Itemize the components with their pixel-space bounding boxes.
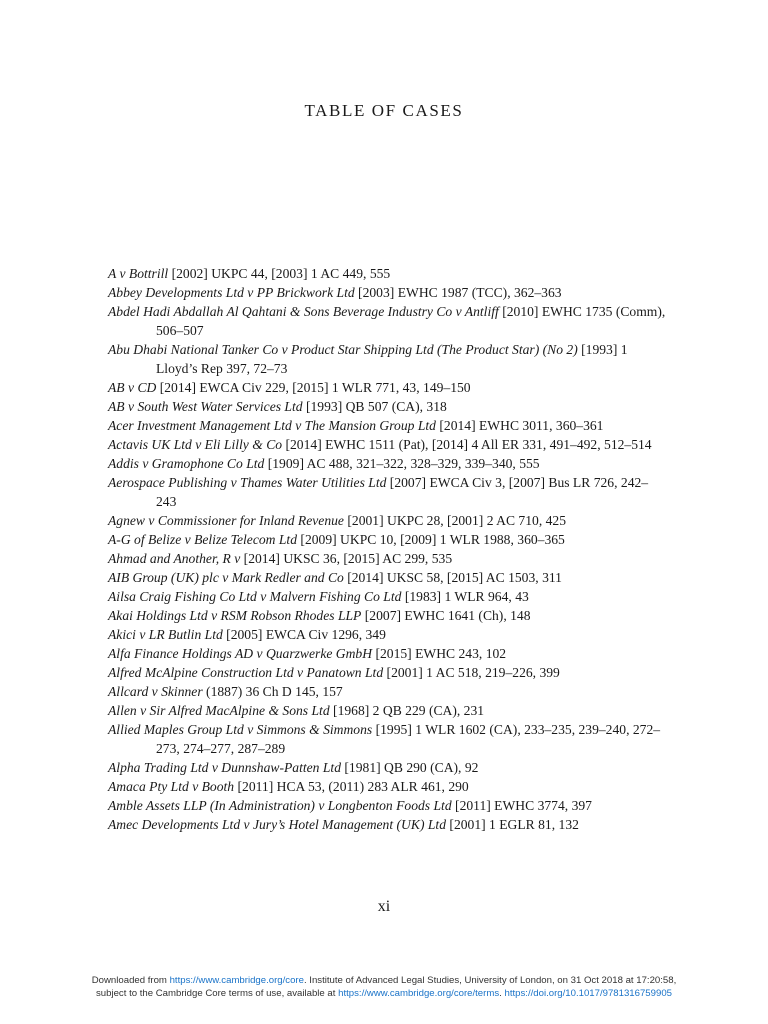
case-entry xyxy=(108,416,668,435)
case-citation: [2002] UKPC 44, [2003] 1 AC 449, 555 xyxy=(168,266,391,281)
case-name: A v Bottrill xyxy=(108,266,169,281)
case-entry xyxy=(108,758,668,777)
case-entry xyxy=(108,435,668,454)
case-citation: [2014] EWHC 1511 (Pat), [2014] 4 All ER 331, 491–492, 512–514 xyxy=(282,437,652,452)
case-citation: [2014] EWHC 3011, 360–361 xyxy=(435,418,604,433)
case-citation: [2001] 1 EGLR 81, 132 xyxy=(446,817,579,832)
case-citation: [2001] 1 AC 518, 219–226, 399 xyxy=(383,665,560,680)
case-citation: [2009] UKPC 10, [2009] 1 WLR 1988, 360–365 xyxy=(297,532,565,547)
case-entry xyxy=(108,397,668,416)
case-citation: [2007] EWHC 1641 (Ch), 148 xyxy=(361,608,531,623)
case-name: Actavis UK Ltd v Eli Lilly & Co xyxy=(108,437,283,452)
case-name: Amaca Pty Ltd v Booth xyxy=(108,779,235,794)
terms-link[interactable]: https://www.cambridge.org/core/terms xyxy=(338,988,500,999)
case-citation: [2010] EWHC 1735 (Comm), 506–507 xyxy=(156,304,666,338)
case-name: Abdel Hadi Abdallah Al Qahtani & Sons Beverage Industry Co v Antliff xyxy=(108,304,499,319)
footer-text: . xyxy=(499,988,505,999)
case-name: Aerospace Publishing v Thames Water Utilities Ltd xyxy=(108,475,387,490)
case-name: Abu Dhabi National Tanker Co v Product Star Shipping Ltd (The Product Star) (No 2) xyxy=(108,342,578,357)
page-title: TABLE OF CASES xyxy=(304,101,464,120)
case-entry xyxy=(108,530,668,549)
case-citation: [2014] UKSC 58, [2015] AC 1503, 311 xyxy=(343,570,562,585)
case-citation: [2011] EWHC 3774, 397 xyxy=(451,798,592,813)
case-name: Acer Investment Management Ltd v The Mansion Group Ltd xyxy=(108,418,436,433)
case-name: Akici v LR Butlin Ltd xyxy=(108,627,223,642)
case-citation: [1981] QB 290 (CA), 92 xyxy=(341,760,479,775)
case-entry xyxy=(108,264,668,283)
case-entry xyxy=(108,378,668,397)
case-citation: [1968] 2 QB 229 (CA), 231 xyxy=(329,703,485,718)
case-entry xyxy=(108,777,668,796)
case-entry xyxy=(108,587,668,606)
footer-text: . Institute of Advanced Legal Studies, University of London, on 31 Oct 2018 at 17:20:58, xyxy=(303,975,677,986)
case-citation: [2005] EWCA Civ 1296, 349 xyxy=(222,627,386,642)
case-name: Alfred McAlpine Construction Ltd v Panatown Ltd xyxy=(108,665,384,680)
case-entry xyxy=(108,663,668,682)
case-entry xyxy=(108,606,668,625)
case-name: Amble Assets LLP (In Administration) v Longbenton Foods Ltd xyxy=(108,798,452,813)
case-entry xyxy=(108,644,668,663)
case-name: Addis v Gramophone Co Ltd xyxy=(108,456,265,471)
case-citation: [2014] UKSC 36, [2015] AC 299, 535 xyxy=(240,551,453,566)
case-name: AB v CD xyxy=(108,380,157,395)
case-name: AIB Group (UK) plc v Mark Redler and Co xyxy=(108,570,344,585)
case-entry xyxy=(108,549,668,568)
case-citation: [2001] UKPC 28, [2001] 2 AC 710, 425 xyxy=(343,513,567,528)
case-citation: [2011] HCA 53, (2011) 283 ALR 461, 290 xyxy=(234,779,469,794)
case-name: Alpha Trading Ltd v Dunnshaw-Patten Ltd xyxy=(108,760,341,775)
case-name: Ahmad and Another, R v xyxy=(108,551,241,566)
case-citation: [2015] EWHC 243, 102 xyxy=(372,646,507,661)
case-citation: [2014] EWCA Civ 229, [2015] 1 WLR 771, 43, 149–150 xyxy=(156,380,471,395)
case-name: Alfa Finance Holdings AD v Quarzwerke GmbH xyxy=(108,646,373,661)
case-citation: [1983] 1 WLR 964, 43 xyxy=(401,589,529,604)
case-citation: [2003] EWHC 1987 (TCC), 362–363 xyxy=(354,285,562,300)
download-footer xyxy=(0,974,768,1000)
case-name: Agnew v Commissioner for Inland Revenue xyxy=(108,513,344,528)
case-name: Allen v Sir Alfred MacAlpine & Sons Ltd xyxy=(108,703,330,718)
footer-text: subject to the Cambridge Core terms of use, available at xyxy=(96,988,339,999)
case-entry xyxy=(108,701,668,720)
case-list xyxy=(108,264,668,834)
case-entry xyxy=(108,511,668,530)
case-name: Amec Developments Ltd v Jury’s Hotel Management (UK) Ltd xyxy=(108,817,447,832)
case-entry xyxy=(108,568,668,587)
footer-text: Downloaded from xyxy=(91,975,170,986)
case-citation: [2007] EWCA Civ 3, [2007] Bus LR 726, 242–243 xyxy=(156,475,649,509)
case-entry xyxy=(108,815,668,834)
page-number: xi xyxy=(377,898,391,915)
case-citation: [1993] QB 507 (CA), 318 xyxy=(302,399,447,414)
case-name: Akai Holdings Ltd v RSM Robson Rhodes LLP xyxy=(108,608,362,623)
case-citation: [1909] AC 488, 321–322, 328–329, 339–340, 555 xyxy=(264,456,540,471)
case-name: Abbey Developments Ltd v PP Brickwork Ltd xyxy=(108,285,355,300)
case-entry xyxy=(108,720,668,758)
case-entry xyxy=(108,340,668,378)
case-citation: [1993] 1 Lloyd’s Rep 397, 72–73 xyxy=(156,342,628,376)
case-name: A-G of Belize v Belize Telecom Ltd xyxy=(108,532,298,547)
case-citation: (1887) 36 Ch D 145, 157 xyxy=(202,684,343,699)
case-entry xyxy=(108,302,668,340)
case-entry xyxy=(108,283,668,302)
case-entry xyxy=(108,796,668,815)
cambridge-core-link[interactable]: https://www.cambridge.org/core xyxy=(169,975,304,986)
case-entry xyxy=(108,454,668,473)
doi-link[interactable]: https://doi.org/10.1017/9781316759905 xyxy=(504,988,672,999)
case-name: Ailsa Craig Fishing Co Ltd v Malvern Fishing Co Ltd xyxy=(108,589,402,604)
case-name: AB v South West Water Services Ltd xyxy=(108,399,303,414)
case-name: Allied Maples Group Ltd v Simmons & Simmons xyxy=(108,722,373,737)
case-name: Allcard v Skinner xyxy=(108,684,203,699)
case-entry xyxy=(108,625,668,644)
case-entry xyxy=(108,682,668,701)
case-citation: [1995] 1 WLR 1602 (CA), 233–235, 239–240, 272–273, 274–277, 287–289 xyxy=(156,722,661,756)
case-entry xyxy=(108,473,668,511)
